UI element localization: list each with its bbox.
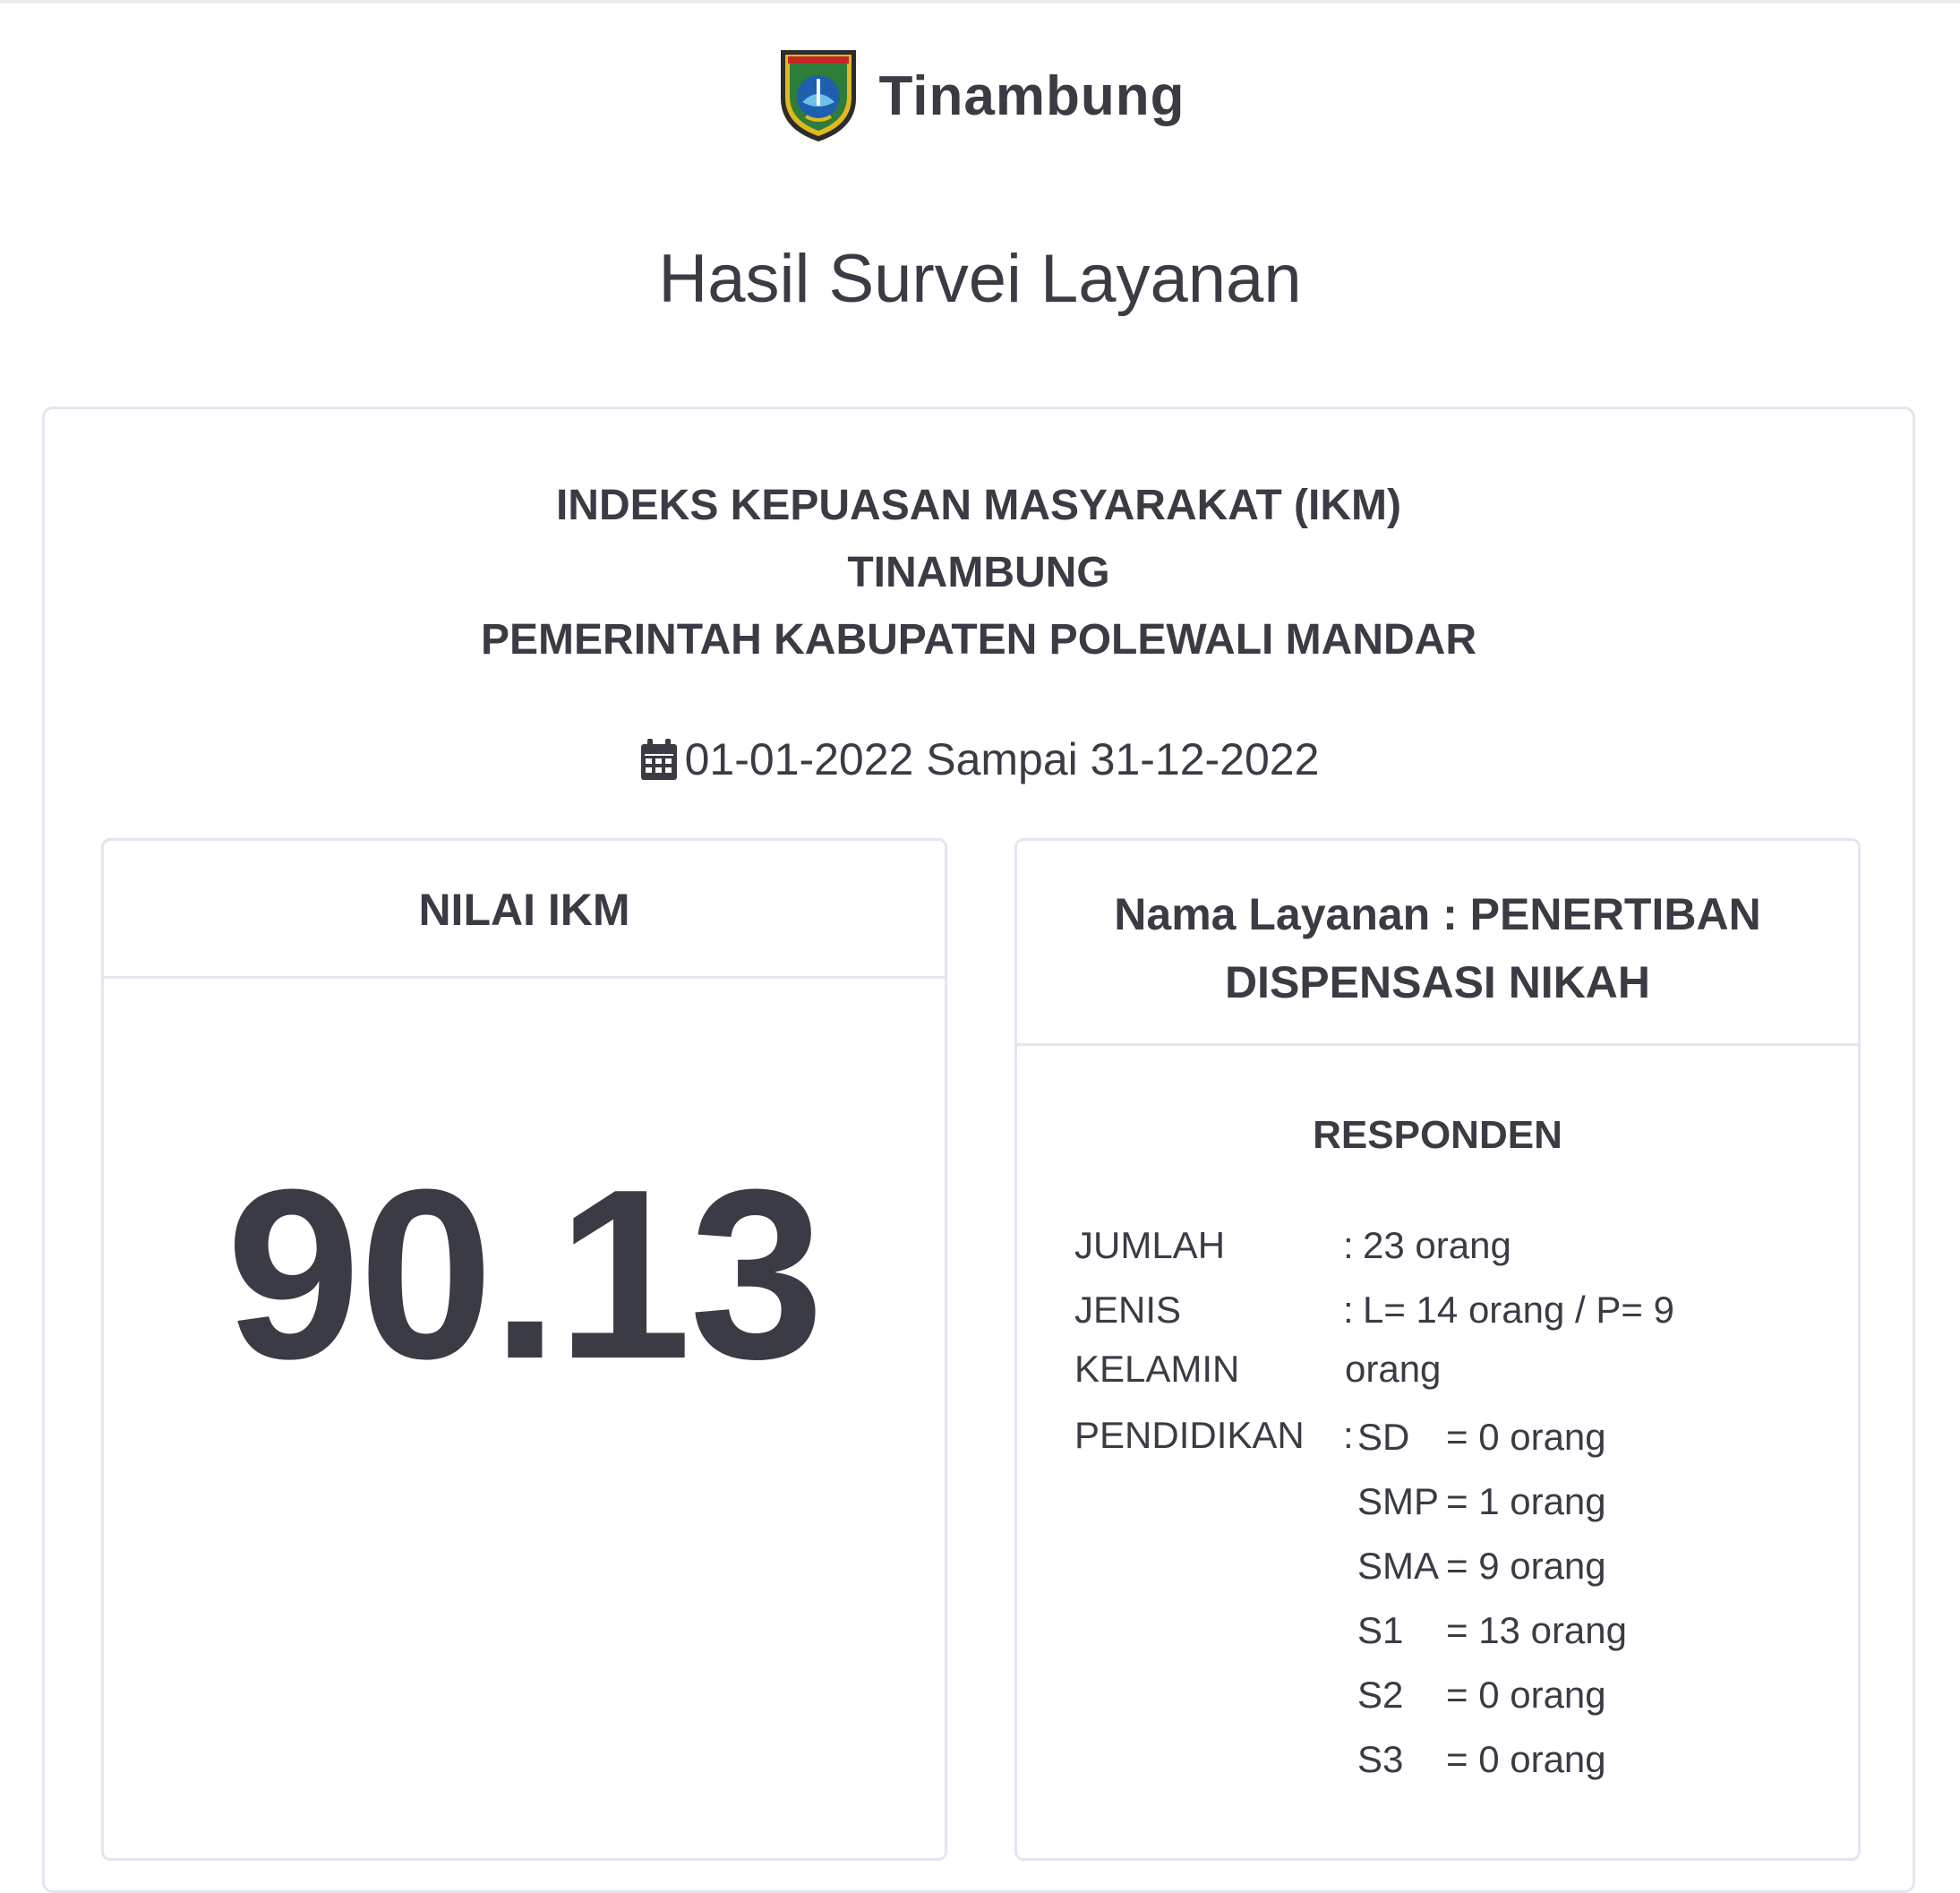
separator: : [1343,1289,1354,1331]
education-value: = 0 orang [1446,1738,1606,1780]
ikm-value-panel [101,838,947,1861]
respondent-title: RESPONDEN [1313,1113,1562,1157]
headline-line-3: PEMERINTAH KABUPATEN POLEWALI MANDAR [481,616,1476,664]
education-value: = 9 orang [1446,1545,1606,1587]
headline-line-1: INDEKS KEPUASAN MASYARAKAT (IKM) [555,482,1402,529]
education-level: SMA [1357,1545,1440,1587]
jenis-value-2: orang [1345,1348,1442,1390]
separator: : [1343,1224,1354,1266]
headline-line-2: TINAMBUNG [847,549,1110,596]
page-title: Hasil Survei Layanan [658,241,1302,317]
calendar-icon [638,737,680,782]
education-level: SD [1357,1416,1410,1458]
service-name-line-2: DISPENSASI NIKAH [1224,957,1651,1007]
education-level: S2 [1357,1674,1404,1716]
top-border [0,0,1960,4]
education-value: = 1 orang [1446,1480,1606,1522]
date-range-text: 01-01-2022 Sampai 31-12-2022 [684,734,1320,784]
education-level: S3 [1357,1738,1404,1780]
jenis-value-1: L= 14 orang / P= 9 [1363,1289,1674,1331]
education-level: S1 [1357,1609,1404,1651]
education-value: = 0 orang [1446,1674,1606,1716]
brand-name: Tinambung [878,64,1185,127]
education-value: = 0 orang [1446,1416,1606,1458]
jumlah-label: JUMLAH [1074,1224,1226,1266]
regency-emblem-logo [775,47,861,145]
jenis-label-1: JENIS [1074,1289,1182,1331]
separator: : [1343,1414,1354,1456]
ikm-score: 90.13 [226,1140,823,1409]
jenis-label-2: KELAMIN [1074,1348,1240,1390]
service-panel [1014,838,1861,1861]
education-value: = 13 orang [1446,1609,1628,1651]
ikm-card [42,407,1915,1893]
service-name-line-1: Nama Layanan : PENERTIBAN [1114,889,1761,939]
brand-header[interactable] [0,47,1960,145]
ikm-panel-header: NILAI IKM [104,841,945,979]
jumlah-value: 23 orang [1363,1224,1511,1266]
service-panel-header [1017,841,1858,1046]
date-range [45,733,1913,785]
education-level: SMP [1357,1480,1440,1522]
pendidikan-label: PENDIDIKAN [1074,1414,1305,1456]
